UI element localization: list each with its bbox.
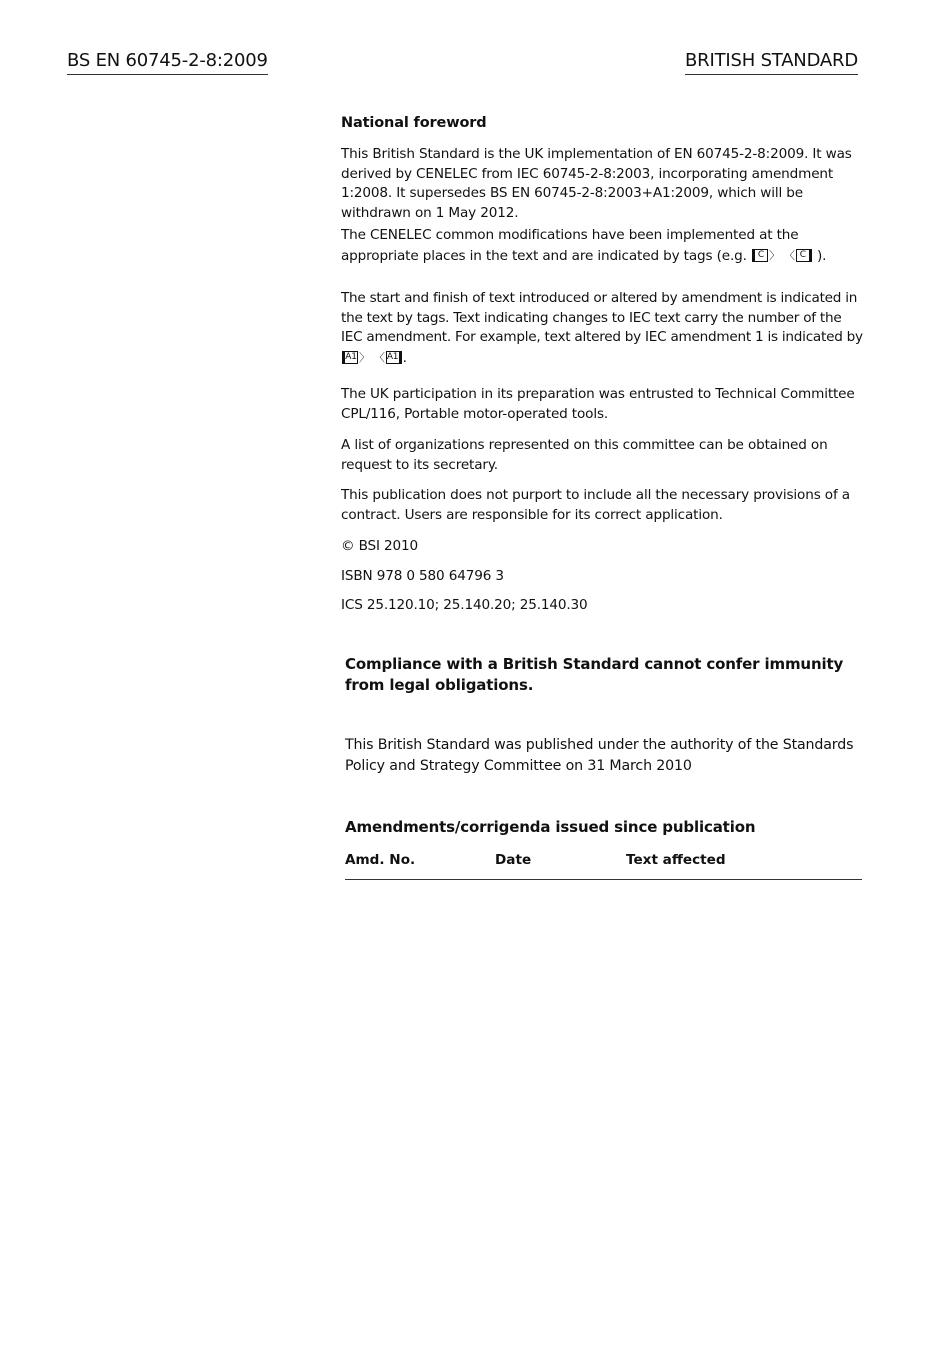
- foreword-paragraph-3: [341, 289, 863, 368]
- column-header-text-affected: Text affected: [626, 852, 726, 868]
- publication-authority-text: This British Standard was published under the authority of the Standards Policy and Strategy Committee on 31 March 2010: [345, 737, 854, 774]
- compliance-section: [345, 654, 865, 696]
- copyright-text: © BSI 2010: [341, 538, 419, 554]
- column-header-date: Date: [495, 852, 532, 868]
- amendments-title: Amendments/corrigenda issued since publication: [345, 818, 756, 836]
- foreword-title: National foreword: [341, 115, 487, 131]
- angle-right-icon: 〉: [359, 350, 370, 364]
- amendment-close-tag-icon: A1: [386, 351, 402, 364]
- cenelec-open-tag-icon: C: [752, 249, 768, 262]
- angle-right-icon: 〉: [768, 248, 780, 262]
- foreword-para-4-text: The UK participation in its preparation was entrusted to Technical Committee CPL/116, Portable motor-operated tools.: [341, 386, 855, 422]
- foreword-paragraph-1: [341, 145, 863, 223]
- national-foreword-section: [341, 114, 863, 134]
- publication-authority-section: [345, 735, 865, 777]
- column-header-amd-no: Amd. No.: [345, 852, 416, 868]
- foreword-para-3-end: .: [402, 349, 407, 366]
- amendment-open-tag-icon: A1: [342, 351, 358, 364]
- foreword-paragraph-4: [341, 385, 863, 424]
- foreword-para-3-text: The start and finish of text introduced or altered by amendment is indicated in the text by tags. Text indicating changes to IEC text carry the number of the IEC amendment. For example, text altered by IEC amendment 1 is indicated by: [341, 290, 863, 345]
- angle-left-icon: 〈: [373, 350, 385, 364]
- isbn-text: ISBN 978 0 580 64796 3: [341, 568, 504, 584]
- document-id-header: BS EN 60745-2-8:2009: [67, 50, 268, 75]
- amendments-table-header: [345, 852, 862, 880]
- isbn-line: [341, 567, 863, 587]
- foreword-para-2-text: The CENELEC common modifications have been implemented at the appropriate places in the text and are indicated by tags (e.g.: [341, 227, 799, 264]
- angle-left-icon: 〈: [783, 248, 795, 262]
- foreword-paragraph-5: [341, 436, 863, 475]
- amendments-section: [345, 817, 865, 837]
- ics-text: ICS 25.120.10; 25.140.20; 25.140.30: [341, 597, 588, 613]
- foreword-para-1-text: This British Standard is the UK implementation of EN 60745-2-8:2009. It was derived by CENELEC from IEC 60745-2-8:2003, incorporating amendment 1:2008. It supersedes BS EN 60745-2-8:2003+A1:2009, which will be withdrawn on 1 May 2012.: [341, 146, 852, 221]
- foreword-paragraph-2: [341, 226, 863, 266]
- foreword-para-2-end: ).: [817, 247, 827, 264]
- series-label-header: BRITISH STANDARD: [685, 50, 858, 75]
- foreword-para-6-text: This publication does not purport to include all the necessary provisions of a contract. Users are responsible for its correct application.: [341, 487, 850, 523]
- ics-line: [341, 596, 863, 616]
- cenelec-close-tag-icon: C: [796, 249, 812, 262]
- compliance-statement: Compliance with a British Standard cannot confer immunity from legal obligations.: [345, 655, 844, 694]
- foreword-para-5-text: A list of organizations represented on this committee can be obtained on request to its secretary.: [341, 437, 828, 473]
- foreword-paragraph-6: [341, 486, 863, 525]
- copyright-line: [341, 537, 863, 557]
